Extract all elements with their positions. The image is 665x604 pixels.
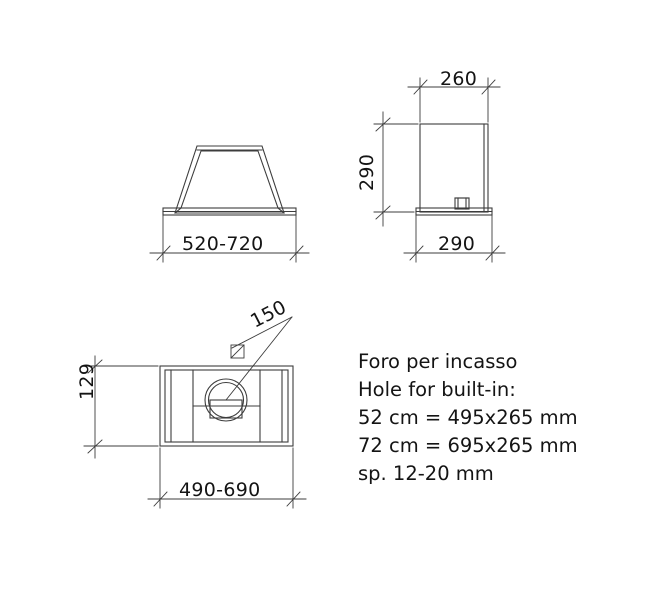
front-width-dimension-label: 520-720: [182, 233, 264, 255]
front-elevation-geometry: [163, 146, 296, 215]
diameter-symbol: [231, 345, 244, 358]
side-bottom-dimension-label: 290: [438, 233, 476, 255]
built-in-hole-notes: [358, 348, 578, 488]
side-height-dimension: [374, 112, 418, 226]
notes-line-5: sp. 12-20 mm: [358, 462, 494, 485]
side-elevation-geometry: [416, 124, 492, 215]
plan-depth-dimension-label: 129: [76, 362, 98, 400]
notes-line-4: 72 cm = 695x265 mm: [358, 434, 578, 457]
duct-diameter-label: 150: [247, 296, 291, 333]
notes-line-2: Hole for built-in:: [358, 378, 516, 401]
plan-view-geometry: [160, 366, 293, 446]
notes-line-1: Foro per incasso: [358, 350, 518, 373]
plan-width-dimension-label: 490-690: [179, 479, 261, 501]
side-top-dimension-label: 260: [440, 68, 478, 90]
side-height-dimension-label: 290: [356, 153, 378, 191]
notes-line-3: 52 cm = 495x265 mm: [358, 406, 578, 429]
